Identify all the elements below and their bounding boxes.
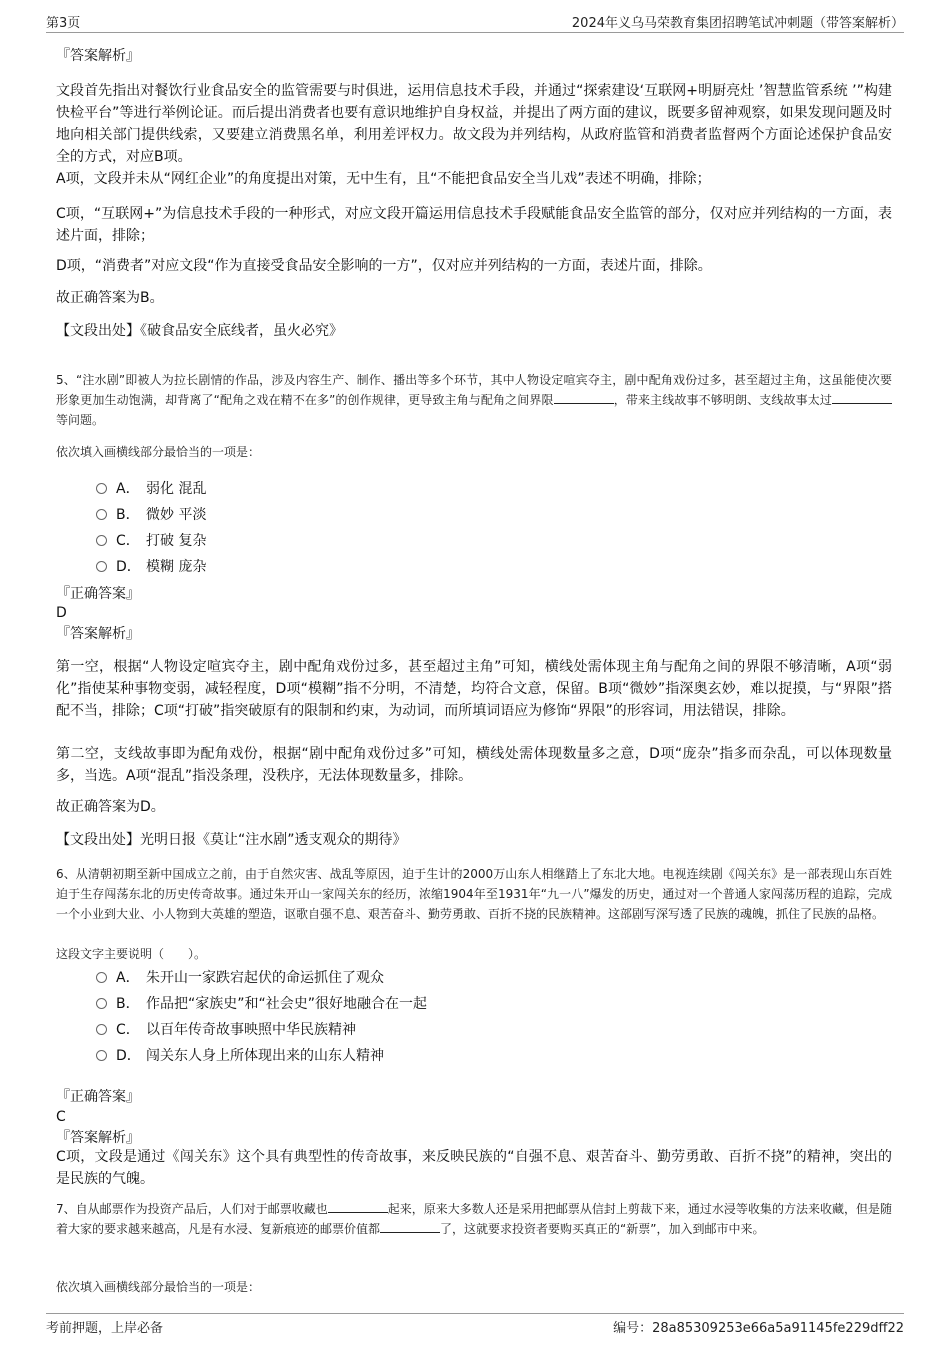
- radio-icon[interactable]: [96, 561, 107, 572]
- q6-option-c[interactable]: C． 以百年传奇故事映照中华民族精神: [96, 1020, 356, 1040]
- q5-source: 【文段出处】光明日报《莫让“注水剧”透支观众的期待》: [56, 832, 407, 848]
- q4-source: 【文段出处】《破食品安全底线者，虽火必究》: [56, 323, 343, 339]
- radio-icon[interactable]: [96, 998, 107, 1009]
- q7-stem-part3: 了，这就要求投资者要购买真正的“新票”，加入到邮市中来。: [440, 1222, 765, 1236]
- q7-stem: [56, 1199, 892, 1239]
- radio-icon[interactable]: [96, 509, 107, 520]
- q6-answer: C: [56, 1109, 66, 1125]
- q5-option-d[interactable]: D． 模糊 庞杂: [96, 557, 206, 577]
- q5-option-c[interactable]: C． 打破 复杂: [96, 531, 206, 551]
- q7-stem-part1: 7、自从邮票作为投资产品后，人们对于邮票收藏也: [56, 1202, 328, 1216]
- q7-prompt: 依次填入画横线部分最恰当的一项是：: [56, 1280, 261, 1294]
- q7-blank-1: [328, 1200, 388, 1213]
- radio-icon[interactable]: [96, 972, 107, 983]
- q5-answer-label: 『正确答案』: [56, 586, 140, 602]
- q4-conclusion: 故正确答案为B。: [56, 290, 164, 306]
- q6-prompt: 这段文字主要说明（ ）。: [56, 947, 207, 961]
- radio-icon[interactable]: [96, 535, 107, 546]
- q5-blank-1: [554, 391, 614, 404]
- radio-icon[interactable]: [96, 483, 107, 494]
- q5-analysis-para2: 第二空，支线故事即为配角戏份，根据“剧中配角戏份过多”可知，横线处需体现数量多之意，D项“庞杂”指多而杂乱，可以体现数量多，当选。A项“混乱”指没条理，没秩序，无法体现数量多，排除。: [56, 746, 892, 784]
- q5-analysis-para1: 第一空，根据“人物设定喧宾夺主，剧中配角戏份过多，甚至超过主角”可知，横线处需体现主角与配角之间的界限不够清晰，A项“弱化”指使某种事物变弱，减轻程度，D项“模糊”指不分明，不清楚，均符合文意，保留。B项“微妙”指深奥玄妙，难以捉摸，与“界限”搭配不当，排除；C项“打破”指突破原有的限制和约束，为动词，而所填词语应为修饰“界限”的形容词，用法错误，排除。: [56, 659, 892, 719]
- footer-slogan: 考前押题，上岸必备: [46, 1321, 164, 1336]
- q5-conclusion: 故正确答案为D。: [56, 799, 165, 815]
- q6-option-a[interactable]: A． 朱开山一家跌宕起伏的命运抓住了观众: [96, 968, 384, 988]
- footer-code: 编号：28a85309253e66a5a91145fe229dff22: [613, 1321, 904, 1336]
- q5-analysis-label: 『答案解析』: [56, 626, 140, 642]
- page-header: [46, 12, 904, 33]
- q4-analysis-para1: 文段首先指出对餐饮行业食品安全的监管需要与时俱进，运用信息技术手段，并通过“探索建设‘互联网+明厨亮灶 ’智慧监管系统 ’”构建快检平台”等进行举例论证。而后提出消费者也要有意识地维护自身权益，并提出了两方面的建议，既要多留神观察，如果发现问题及时地向相关部门提供线索，又要建立消费黑名单，利用差评权力。故文段为并列结构，从政府监管和消费者监督两个方面论述保护食品安全的方式，对应B项。: [56, 83, 892, 165]
- q5-stem: [56, 370, 892, 430]
- document-title: 2024年义乌马荣教育集团招聘笔试冲刺题（带答案解析）: [571, 16, 904, 31]
- q5-stem-part2: ，带来主线故事不够明朗、支线故事太过: [613, 393, 832, 407]
- q5-option-b[interactable]: B． 微妙 平淡: [96, 505, 206, 525]
- q5-stem-part3: 等问题。: [56, 413, 105, 427]
- radio-icon[interactable]: [96, 1024, 107, 1035]
- q6-answer-label: 『正确答案』: [56, 1089, 140, 1105]
- q7-blank-2: [380, 1220, 440, 1233]
- q5-blank-2: [832, 391, 892, 404]
- q6-analysis-label: 『答案解析』: [56, 1130, 140, 1146]
- q4-analysis-option-a: A项，文段并未从“网红企业”的角度提出对策，无中生有，且“不能把食品安全当儿戏”表述不明确，排除；: [56, 171, 711, 187]
- q6-analysis: C项，文段是通过《闯关东》这个具有典型性的传奇故事，来反映民族的“自强不息、艰苦奋斗、勤劳勇敢、百折不挠”的精神，突出的是民族的气魄。: [56, 1149, 892, 1187]
- q4-analysis-option-c: C项，“互联网+”为信息技术手段的一种形式，对应文段开篇运用信息技术手段赋能食品安全监管的部分，仅对应并列结构的一方面，表述片面，排除；: [56, 206, 892, 244]
- radio-icon[interactable]: [96, 1050, 107, 1061]
- q6-stem: 6、从清朝初期至新中国成立之前，由于自然灾害、战乱等原因，迫于生计的2000万山东人相继踏上了东北大地。电视连续剧《闯关东》是一部表现山东百姓迫于生存闯荡东北的历史传奇故事。通过朱开山一家闯关东的经历，浓缩1904年至1931年“九一八”爆发的历史，通过对一个普通人家闯荡历程的追踪，完成一个小业到大业、小人物到大英雄的塑造，讴歌自强不息、艰苦奋斗、勤劳勇敢、百折不挠的民族精神。这部剧写深写透了民族的魂魄，抓住了民族的品格。: [56, 867, 892, 921]
- page-number: 第3页: [46, 16, 81, 31]
- q4-analysis-option-d: D项，“消费者”对应文段“作为直接受食品安全影响的一方”，仅对应并列结构的一方面，表述片面，排除。: [56, 258, 712, 274]
- q7-stem-part2: 起来，原来大多数人还是采用把邮票从信封上剪裁下来，通过水浸等收集的方法来收藏，但是随着大家的要求越来越高，凡是有水浸、复新痕迹的邮票价值都: [56, 1202, 892, 1236]
- q5-prompt: 依次填入画横线部分最恰当的一项是：: [56, 445, 261, 459]
- q5-answer: D: [56, 605, 67, 621]
- q6-option-b[interactable]: B． 作品把“家族史”和“社会史”很好地融合在一起: [96, 994, 427, 1014]
- q5-stem-part1: 5、“注水剧”即被人为拉长剧情的作品，涉及内容生产、制作、播出等多个环节，其中人物设定喧宾夺主，剧中配角戏份过多，甚至超过主角，这虽能使次要形象更加生动饱满，却背离了“配角之戏在精不在多”的创作规律，更导致主角与配角之间界限: [56, 373, 892, 407]
- q5-option-a[interactable]: A． 弱化 混乱: [96, 479, 206, 499]
- page-footer: [46, 1313, 904, 1336]
- q6-option-d[interactable]: D． 闯关东人身上所体现出来的山东人精神: [96, 1046, 384, 1066]
- q4-analysis-label: 『答案解析』: [56, 48, 140, 64]
